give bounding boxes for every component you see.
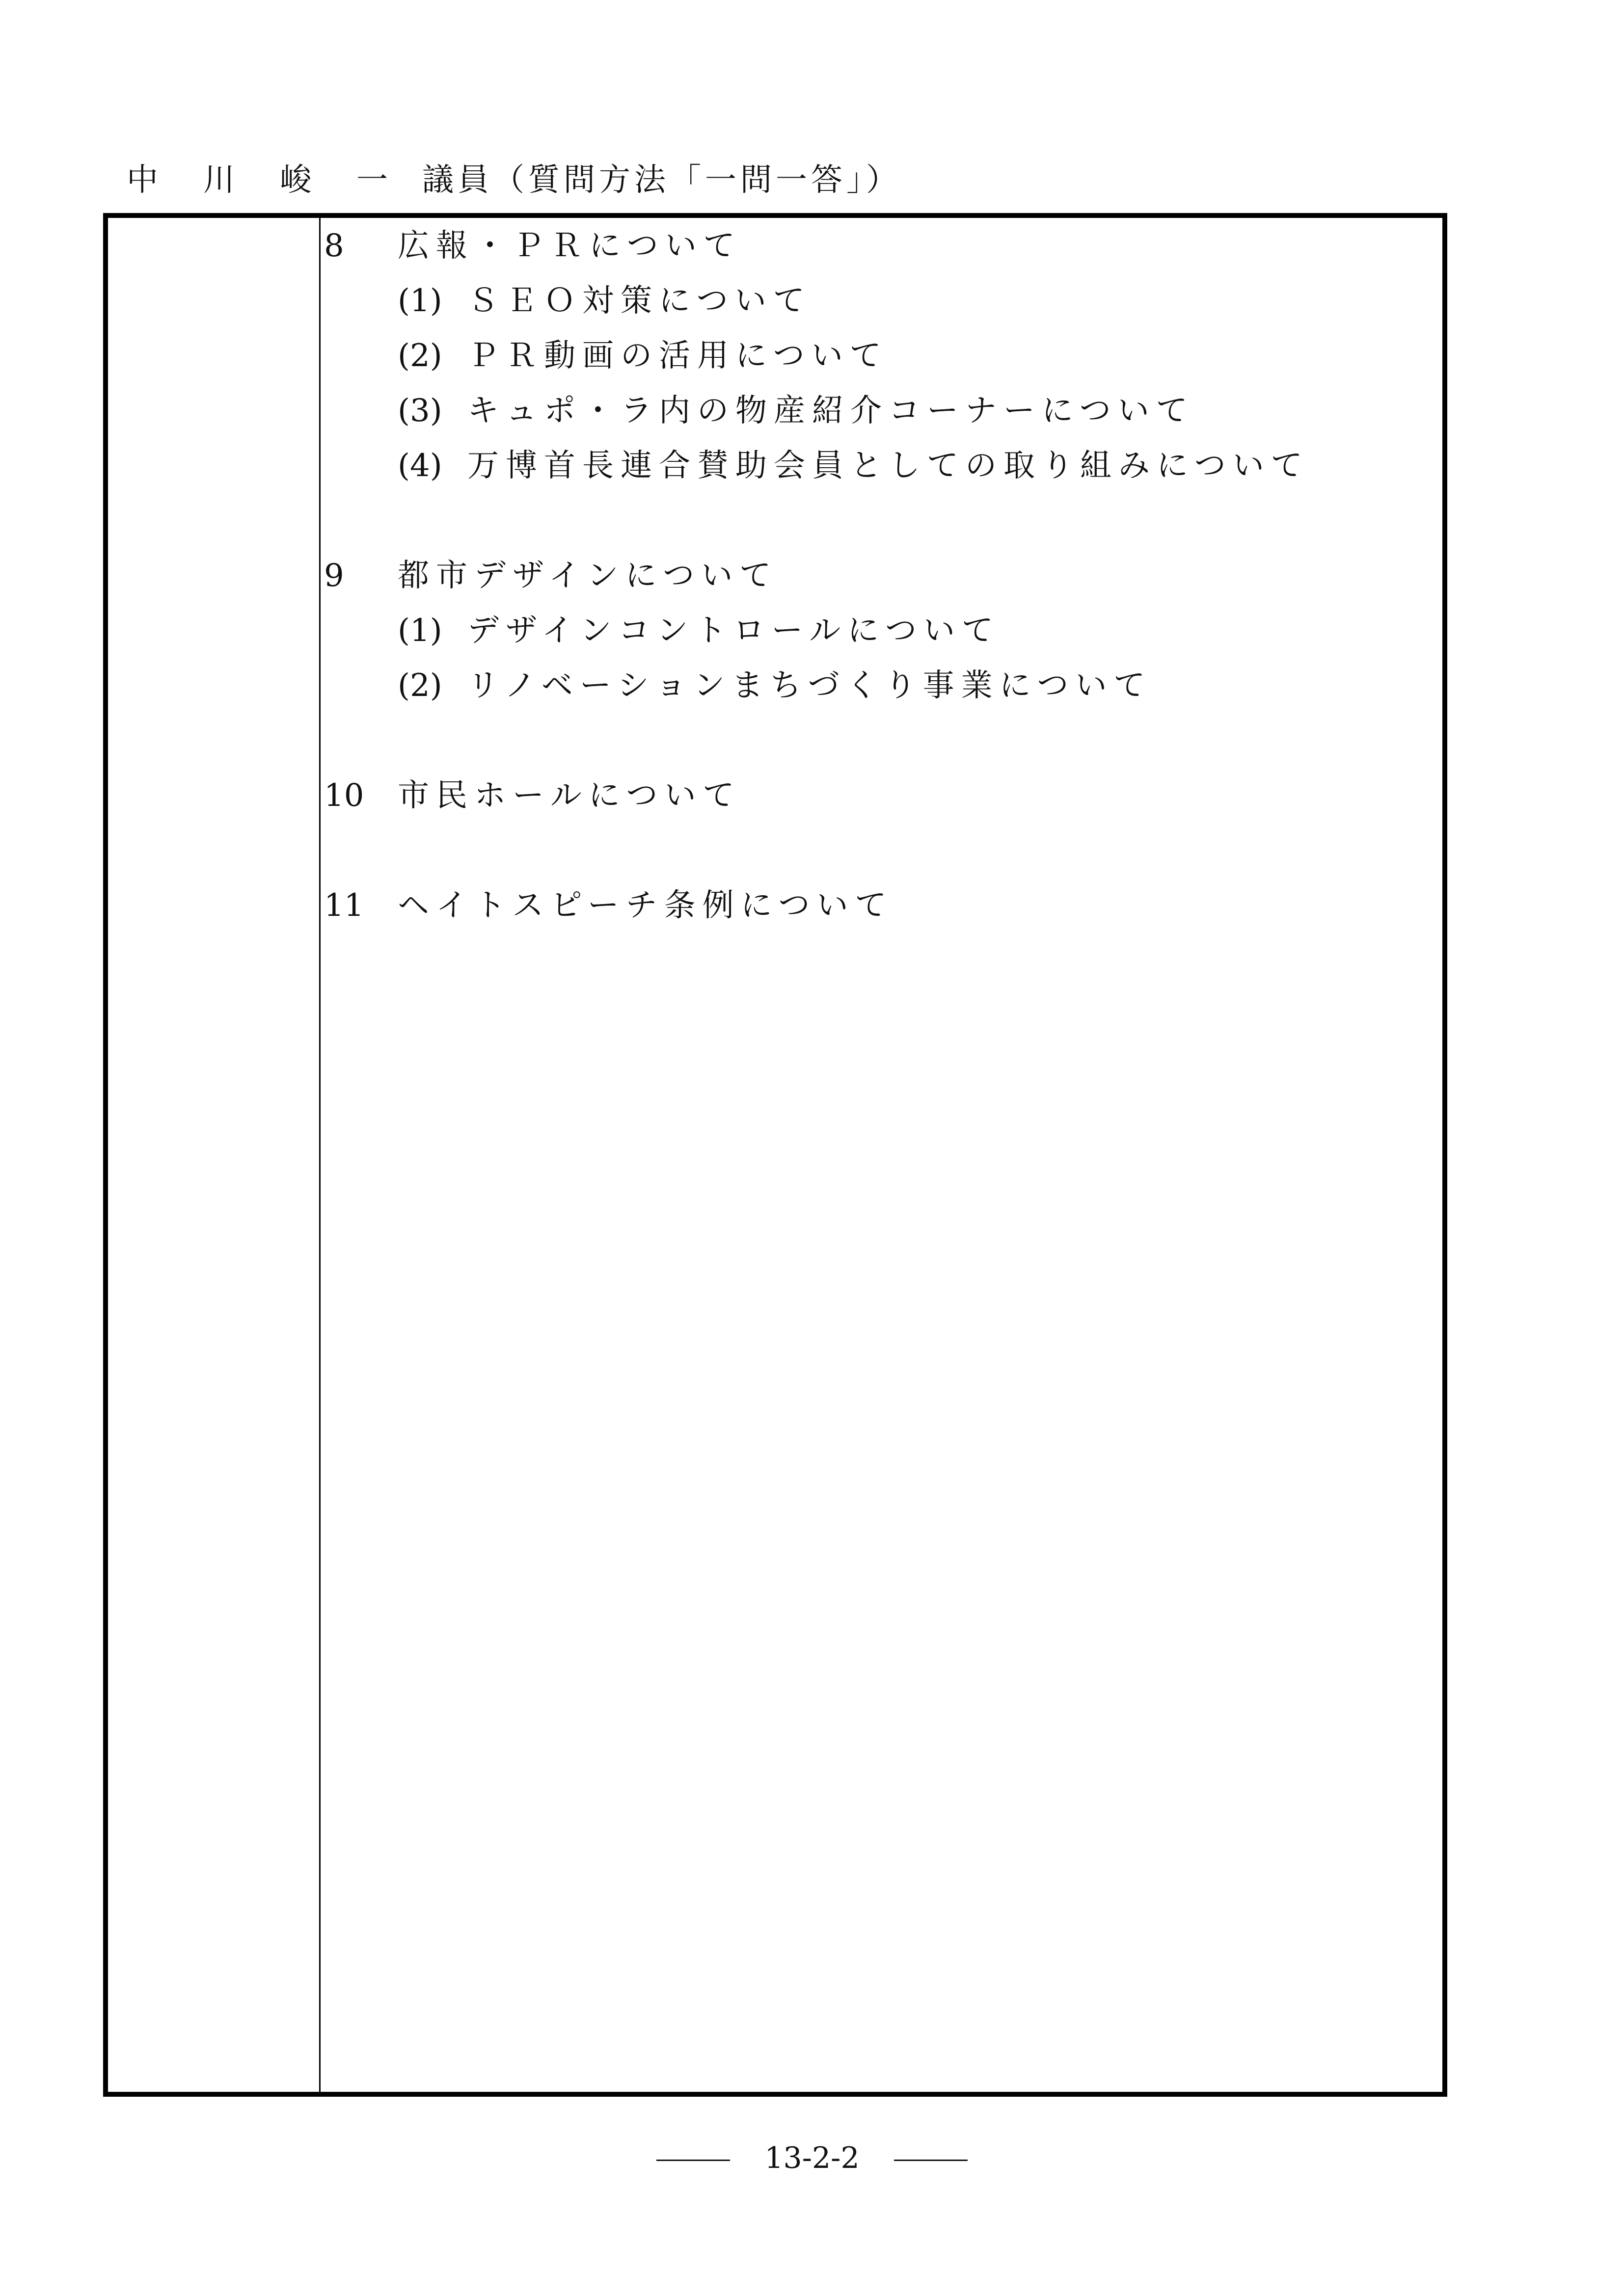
subtopic-text: 万博首長連合賛助会員としての取り組みについて — [467, 448, 1309, 484]
page-number: 13-2-2 — [764, 2141, 860, 2175]
member-title-and-method: 議員（質問方法「一問一答」） — [422, 162, 901, 198]
member-name-char-3: 峻 — [280, 162, 311, 198]
page-footer — [0, 2136, 1624, 2180]
subtopic-number: (3) — [398, 393, 442, 429]
subtopic-text: デザインコントロールについて — [467, 613, 1000, 649]
column-divider — [319, 218, 321, 2092]
subtopic-text: リノベーションまちづくり事業について — [467, 667, 1152, 704]
subtopic-number: (1) — [398, 283, 442, 319]
topic-number: 10 — [324, 777, 364, 814]
footer-dash-left — [656, 2160, 730, 2161]
subtopic-number: (2) — [398, 338, 442, 374]
topic-title: ヘイトスピーチ条例について — [398, 887, 893, 924]
subtopic-number: (2) — [398, 667, 442, 704]
topic-number: 9 — [324, 558, 344, 594]
topic-title: 市民ホールについて — [398, 777, 741, 814]
footer-dash-right — [894, 2160, 968, 2161]
subtopic-text: ＰＲ動画の活用について — [467, 338, 888, 374]
subtopic-text: キュポ・ラ内の物産紹介コーナーについて — [467, 393, 1194, 429]
member-name-char-4: 一 — [356, 162, 388, 198]
topic-number: 11 — [324, 887, 364, 924]
topic-title: 広報・ＰＲについて — [398, 228, 742, 264]
member-name-char-1: 中 — [127, 162, 158, 198]
question-table — [103, 213, 1447, 2097]
question-list — [324, 218, 1442, 2092]
subtopic-text: ＳＥＯ対策について — [467, 283, 812, 319]
subtopic-number: (1) — [398, 613, 442, 649]
member-name-char-2: 川 — [203, 162, 235, 198]
document-header — [127, 158, 901, 202]
topic-title: 都市デザインについて — [398, 558, 778, 594]
subtopic-number: (4) — [398, 448, 442, 484]
topic-number: 8 — [324, 228, 344, 264]
